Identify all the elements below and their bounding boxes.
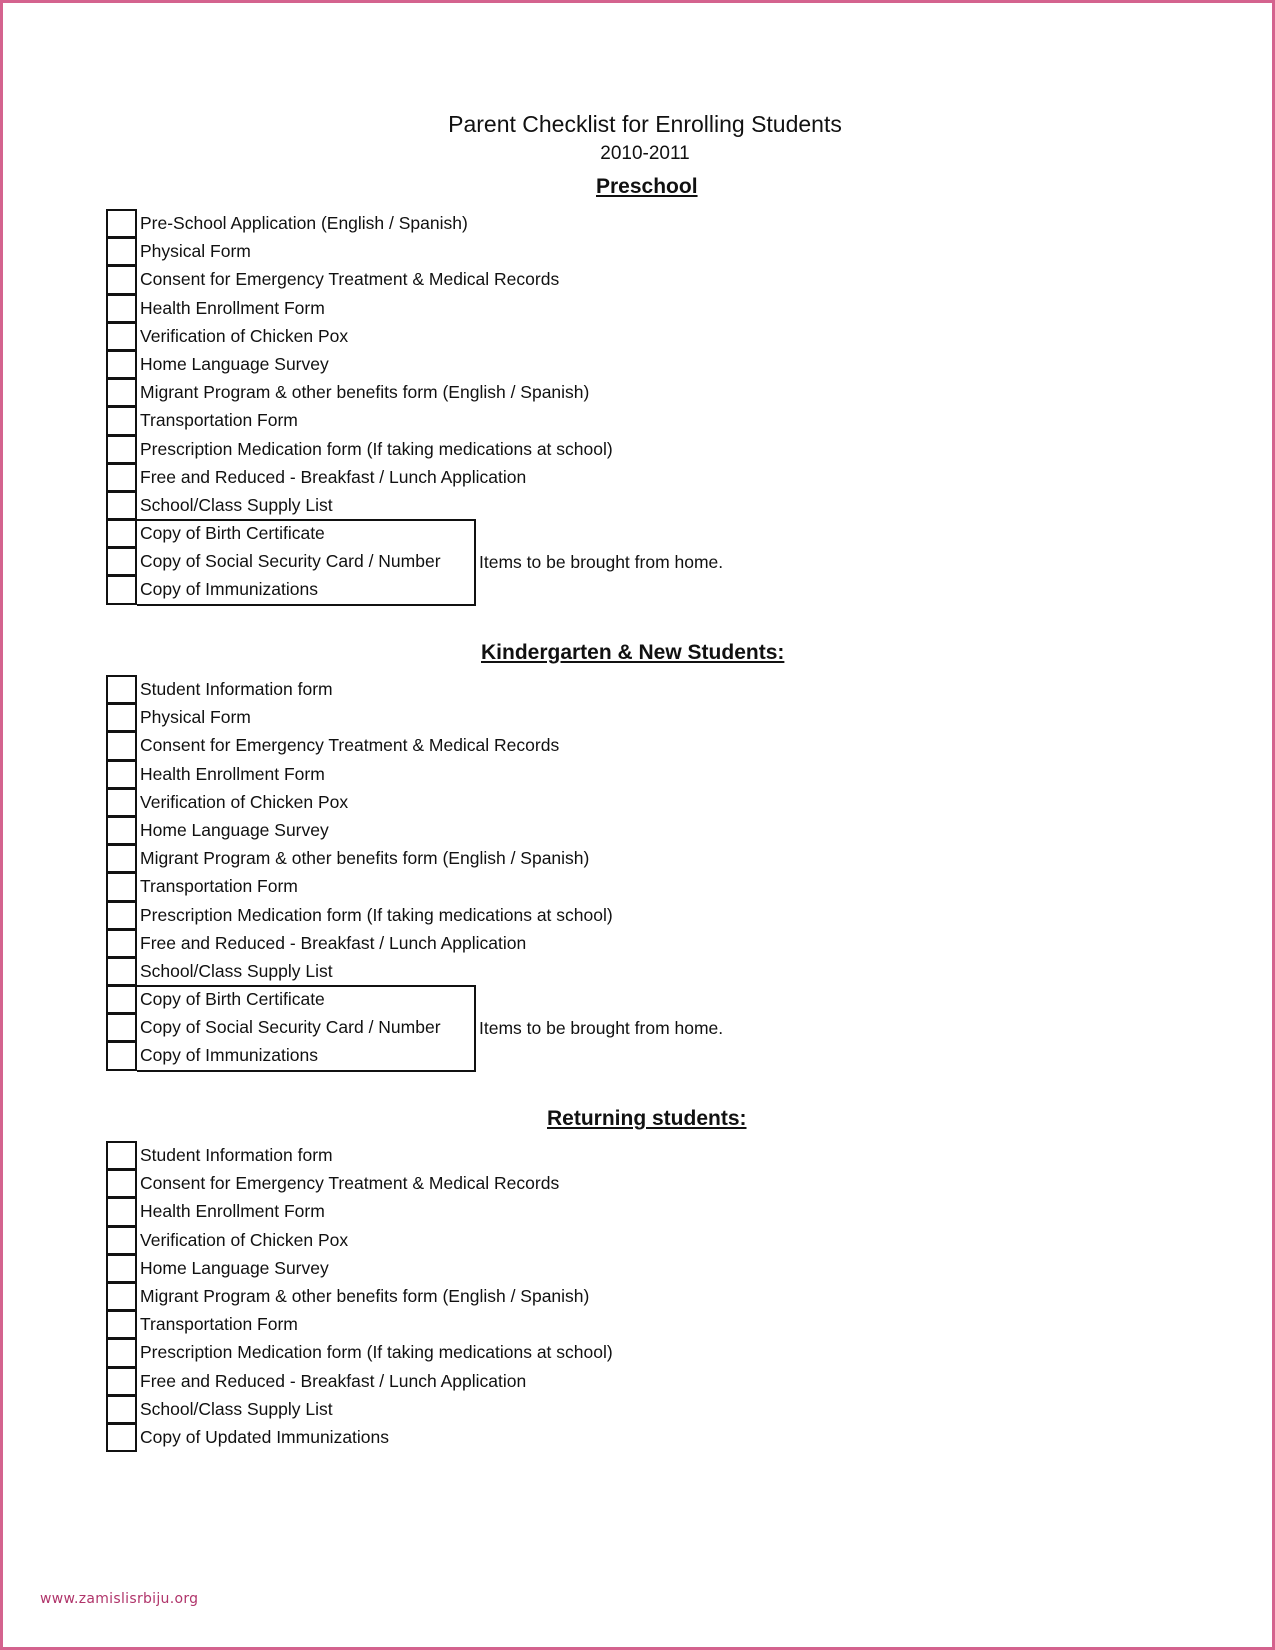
checkbox[interactable]: [106, 491, 137, 520]
checklist-item-label: Copy of Updated Immunizations: [140, 1426, 390, 1447]
checkbox[interactable]: [106, 1282, 137, 1311]
checklist-item-label: Transportation Form: [140, 410, 298, 431]
section-heading-preschool: Preschool: [596, 175, 698, 198]
checkbox[interactable]: [106, 1423, 137, 1452]
checkbox[interactable]: [106, 519, 137, 548]
checkbox[interactable]: [106, 1367, 137, 1396]
home-items-note-preschool: Items to be brought from home.: [479, 552, 724, 572]
checkbox[interactable]: [106, 901, 137, 930]
checkbox[interactable]: [106, 844, 137, 873]
checklist-item-label: Student Information form: [140, 679, 333, 699]
checkbox[interactable]: [106, 463, 137, 492]
checkbox[interactable]: [106, 378, 137, 407]
watermark-url: www.zamislisrbiju.org: [40, 1591, 199, 1607]
checklist-item-label: Migrant Program & other benefits form (English / Spanish): [140, 848, 590, 869]
checklist-item-label: Physical Form: [140, 241, 251, 262]
checkbox[interactable]: [106, 957, 137, 986]
section-heading-returning: Returning students:: [547, 1107, 747, 1130]
section-heading-kindergarten: Kindergarten & New Students:: [481, 641, 785, 664]
checkbox[interactable]: [106, 1226, 137, 1255]
checklist-item-label: Prescription Medication form (If taking medications at school): [140, 904, 613, 925]
checkbox[interactable]: [106, 1338, 137, 1367]
checklist-item-label: Copy of Immunizations: [140, 1045, 318, 1066]
checklist-item-label: Copy of Immunizations: [140, 579, 318, 600]
checklist-item-label: Free and Reduced - Breakfast / Lunch Application: [140, 932, 527, 953]
checklist-item-label: Health Enrollment Form: [140, 297, 325, 318]
checkbox[interactable]: [106, 435, 137, 464]
checklist-item-label: Migrant Program & other benefits form (English / Spanish): [140, 382, 590, 403]
checkbox[interactable]: [106, 1041, 137, 1070]
checkbox[interactable]: [106, 322, 137, 351]
checklist-item-label: Copy of Social Security Card / Number: [140, 1017, 441, 1038]
checkbox[interactable]: [106, 1169, 137, 1198]
checklist-item-label: School/Class Supply List: [140, 494, 333, 515]
checkbox[interactable]: [106, 675, 137, 704]
checkbox[interactable]: [106, 1395, 137, 1424]
checkbox[interactable]: [106, 872, 137, 901]
checklist-item-label: School/Class Supply List: [140, 960, 333, 981]
checkbox[interactable]: [106, 1310, 137, 1339]
checklist-item-label: Home Language Survey: [140, 819, 329, 840]
checkbox[interactable]: [106, 547, 137, 576]
checklist-item-label: Free and Reduced - Breakfast / Lunch Application: [140, 466, 527, 487]
checkbox[interactable]: [106, 1254, 137, 1283]
checkbox[interactable]: [106, 788, 137, 817]
checklist-item-label: Migrant Program & other benefits form (English / Spanish): [140, 1285, 590, 1306]
home-items-bracket-preschool: [137, 519, 476, 606]
checklist-item-label: Copy of Birth Certificate: [140, 523, 325, 544]
checkbox[interactable]: [106, 294, 137, 323]
checkbox[interactable]: [106, 265, 137, 294]
checklist-item-label: Physical Form: [140, 707, 251, 728]
checklist-item-label: Copy of Social Security Card / Number: [140, 551, 441, 572]
checklist-item-label: Health Enrollment Form: [140, 1201, 325, 1222]
checklist-item-label: Transportation Form: [140, 1314, 298, 1335]
checklist-item-label: Transportation Form: [140, 876, 298, 897]
checkbox[interactable]: [106, 237, 137, 266]
document-title: Parent Checklist for Enrolling Students: [448, 111, 842, 137]
checklist-item-label: Home Language Survey: [140, 1257, 329, 1278]
checklist-item-label: Prescription Medication form (If taking medications at school): [140, 438, 613, 459]
checkbox[interactable]: [106, 1141, 137, 1170]
checklist-item-label: Verification of Chicken Pox: [140, 791, 349, 812]
checkbox[interactable]: [106, 350, 137, 379]
checklist-item-label: Prescription Medication form (If taking medications at school): [140, 1342, 613, 1363]
home-items-note-kindergarten: Items to be brought from home.: [479, 1018, 724, 1038]
checklist-item-label: Verification of Chicken Pox: [140, 325, 349, 346]
checklist-item-label: Pre-School Application (English / Spanish): [140, 213, 468, 233]
checklist-item-label: Verification of Chicken Pox: [140, 1229, 349, 1250]
checkbox[interactable]: [106, 816, 137, 845]
checklist-item-label: School/Class Supply List: [140, 1398, 333, 1419]
checklist-item-label: Free and Reduced - Breakfast / Lunch Application: [140, 1370, 527, 1391]
checkbox[interactable]: [106, 985, 137, 1014]
checkbox[interactable]: [106, 1013, 137, 1042]
checkbox[interactable]: [106, 1197, 137, 1226]
checklist-item-label: Consent for Emergency Treatment & Medical Records: [140, 1173, 560, 1194]
checklist-item-label: Health Enrollment Form: [140, 763, 325, 784]
checkbox[interactable]: [106, 731, 137, 760]
checkbox[interactable]: [106, 703, 137, 732]
checkbox[interactable]: [106, 406, 137, 435]
checklist-item-label: Consent for Emergency Treatment & Medical Records: [140, 269, 560, 290]
home-items-bracket-kindergarten: [137, 985, 476, 1072]
document-year: 2010-2011: [600, 143, 690, 164]
checklist-item-label: Copy of Birth Certificate: [140, 989, 325, 1010]
checkbox[interactable]: [106, 929, 137, 958]
checkbox[interactable]: [106, 760, 137, 789]
checklist-item-label: Home Language Survey: [140, 353, 329, 374]
checkbox[interactable]: [106, 575, 137, 604]
checkbox[interactable]: [106, 209, 137, 238]
checklist-item-label: Student Information form: [140, 1145, 333, 1165]
checklist-item-label: Consent for Emergency Treatment & Medical Records: [140, 735, 560, 756]
